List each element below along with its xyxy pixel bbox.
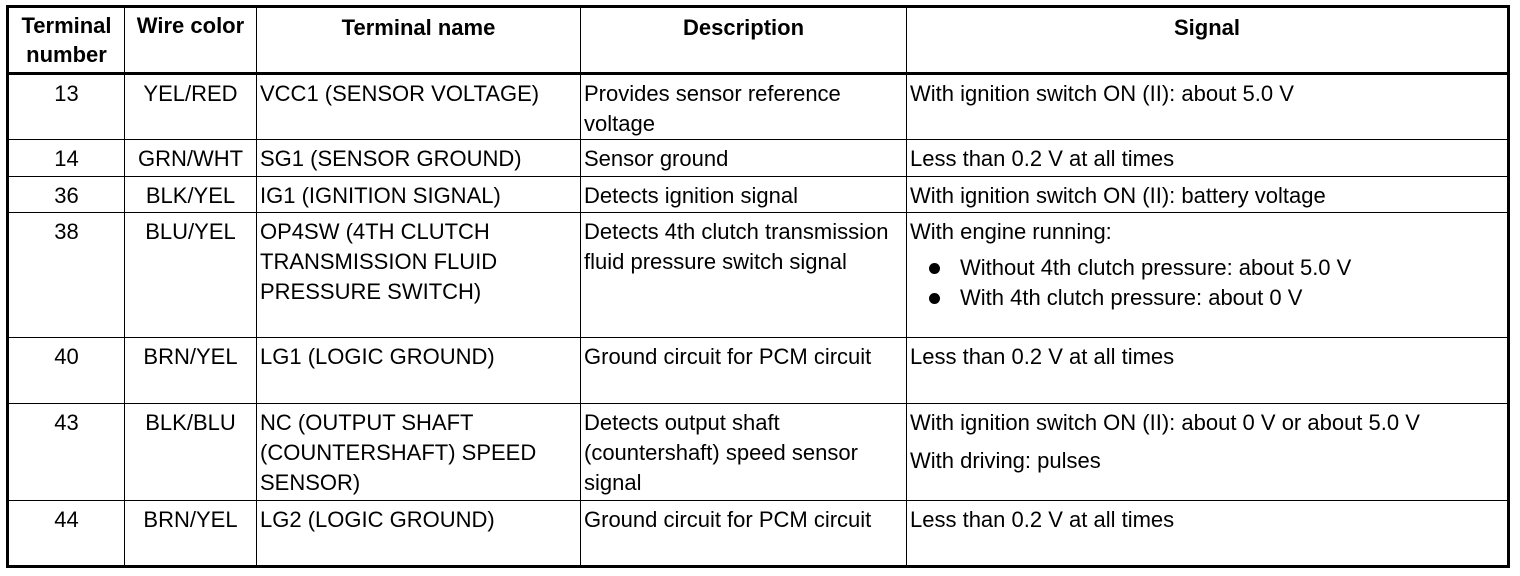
wire-color-cell: GRN/WHT bbox=[125, 140, 257, 177]
signal-line: With driving: pulses bbox=[910, 448, 1101, 473]
description-cell: Ground circuit for PCM circuit bbox=[581, 501, 907, 567]
terminal-number-cell: 36 bbox=[8, 177, 125, 213]
table-row bbox=[8, 338, 1509, 404]
terminal-number-cell: 43 bbox=[8, 404, 125, 501]
signal-bullet-text: With 4th clutch pressure: about 0 V bbox=[960, 285, 1303, 310]
signal-line: With ignition switch ON (II): about 0 V or about 5.0 V bbox=[910, 410, 1420, 435]
description-cell: Detects output shaft (countershaft) speed sensor signal bbox=[581, 404, 907, 501]
header-row bbox=[8, 7, 1509, 74]
signal-line: Less than 0.2 V at all times bbox=[910, 507, 1175, 532]
header-terminal-number: Terminal number bbox=[8, 7, 125, 74]
signal-cell bbox=[907, 338, 1509, 404]
terminal-number-cell: 14 bbox=[8, 140, 125, 177]
terminal-number-cell: 38 bbox=[8, 213, 125, 338]
table-body bbox=[8, 74, 1509, 567]
header-terminal-name: Terminal name bbox=[257, 7, 581, 74]
description-cell: Detects 4th clutch transmission fluid pressure switch signal bbox=[581, 213, 907, 338]
terminal-table bbox=[6, 5, 1510, 568]
terminal-name-cell: OP4SW (4TH CLUTCH TRANSMISSION FLUID PRESSURE SWITCH) bbox=[257, 213, 581, 338]
terminal-name-cell: VCC1 (SENSOR VOLTAGE) bbox=[257, 74, 581, 140]
description-cell: Sensor ground bbox=[581, 140, 907, 177]
signal-bullet-item bbox=[910, 283, 1505, 313]
terminal-name-cell: LG1 (LOGIC GROUND) bbox=[257, 338, 581, 404]
wire-color-cell: BRN/YEL bbox=[125, 338, 257, 404]
wire-color-cell: BRN/YEL bbox=[125, 501, 257, 567]
terminal-number-cell: 40 bbox=[8, 338, 125, 404]
terminal-name-cell: SG1 (SENSOR GROUND) bbox=[257, 140, 581, 177]
table-row bbox=[8, 213, 1509, 338]
bullet-dot-icon bbox=[929, 293, 940, 304]
description-cell: Detects ignition signal bbox=[581, 177, 907, 213]
table-row bbox=[8, 177, 1509, 213]
table-row bbox=[8, 140, 1509, 177]
description-cell: Provides sensor reference voltage bbox=[581, 74, 907, 140]
wire-color-cell: BLK/YEL bbox=[125, 177, 257, 213]
wire-color-cell: YEL/RED bbox=[125, 74, 257, 140]
terminal-name-cell: IG1 (IGNITION SIGNAL) bbox=[257, 177, 581, 213]
table-header bbox=[8, 7, 1509, 74]
description-cell: Ground circuit for PCM circuit bbox=[581, 338, 907, 404]
signal-cell bbox=[907, 74, 1509, 140]
signal-line: Less than 0.2 V at all times bbox=[910, 344, 1175, 369]
table-row bbox=[8, 404, 1509, 501]
header-description: Description bbox=[581, 7, 907, 74]
signal-cell bbox=[907, 404, 1509, 501]
terminal-number-cell: 44 bbox=[8, 501, 125, 567]
signal-bullet-list bbox=[910, 253, 1505, 313]
signal-cell bbox=[907, 213, 1509, 338]
wire-color-cell: BLK/BLU bbox=[125, 404, 257, 501]
header-signal: Signal bbox=[907, 7, 1509, 74]
table-row bbox=[8, 501, 1509, 567]
signal-bullet-text: Without 4th clutch pressure: about 5.0 V bbox=[960, 255, 1352, 280]
signal-spacer bbox=[910, 438, 1505, 446]
wire-color-cell: BLU/YEL bbox=[125, 213, 257, 338]
table-row bbox=[8, 74, 1509, 140]
terminal-number-cell: 13 bbox=[8, 74, 125, 140]
terminal-name-cell: LG2 (LOGIC GROUND) bbox=[257, 501, 581, 567]
signal-line: Less than 0.2 V at all times bbox=[910, 146, 1175, 171]
signal-bullet-item bbox=[910, 253, 1505, 283]
bullet-dot-icon bbox=[929, 263, 940, 274]
signal-line: With engine running: bbox=[910, 219, 1112, 244]
terminal-name-cell: NC (OUTPUT SHAFT (COUNTERSHAFT) SPEED SENSOR) bbox=[257, 404, 581, 501]
signal-line: With ignition switch ON (II): about 5.0 V bbox=[910, 81, 1294, 106]
signal-cell bbox=[907, 177, 1509, 213]
signal-line: With ignition switch ON (II): battery voltage bbox=[910, 183, 1326, 208]
signal-cell bbox=[907, 501, 1509, 567]
header-wire-color: Wire color bbox=[125, 7, 257, 74]
signal-cell bbox=[907, 140, 1509, 177]
